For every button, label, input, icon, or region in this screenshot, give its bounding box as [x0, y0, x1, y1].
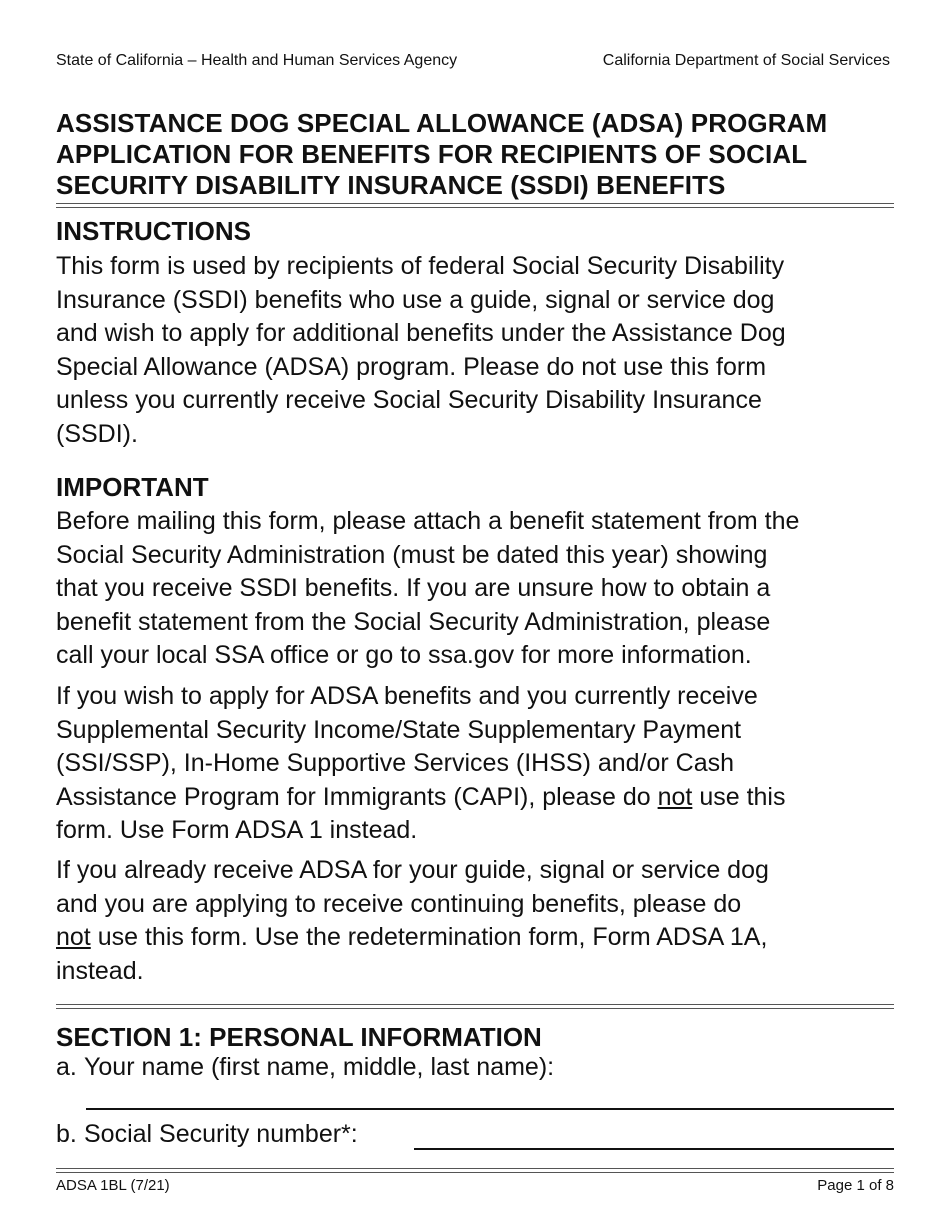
important-paragraph-2	[56, 680, 901, 848]
form-title	[56, 108, 906, 201]
text-line: call your local SSA office or go to ssa.gov for more information.	[56, 641, 752, 669]
title-divider	[56, 203, 894, 208]
text-line: instead.	[56, 956, 144, 985]
item-letter: a.	[56, 1053, 77, 1081]
text-segment: use this	[692, 782, 786, 811]
text-line: form. Use Form ADSA 1 instead.	[56, 816, 418, 844]
text-line: (SSI/SSP), In-Home Supportive Services (IHSS) and/or Cash	[56, 749, 735, 777]
text-line	[56, 921, 901, 955]
ssn-field-label	[56, 1120, 358, 1149]
item-letter: b.	[56, 1120, 77, 1148]
header-department: California Department of Social Services	[602, 52, 890, 69]
item-label: Social Security number*:	[84, 1120, 358, 1148]
section-divider	[56, 1004, 894, 1009]
text-segment: use this form. Use the redetermination form, Form ADSA 1A,	[90, 923, 768, 951]
text-line: Insurance (SSDI) benefits who use a guide, signal or service dog	[56, 285, 775, 314]
title-line: SECURITY DISABILITY INSURANCE (SSDI) BENEFITS	[56, 170, 726, 200]
text-line: unless you currently receive Social Security Disability Insurance	[56, 386, 762, 414]
text-line: If you already receive ADSA for your guide, signal or service dog	[56, 856, 769, 884]
text-line: Social Security Administration (must be dated this year) showing	[56, 540, 768, 569]
ssn-input-line[interactable]	[414, 1148, 894, 1150]
text-line: If you wish to apply for ADSA benefits and you currently receive	[56, 682, 758, 710]
page-number: Page 1 of 8	[817, 1177, 894, 1194]
item-label: Your name (first name, middle, last name):	[84, 1053, 555, 1081]
form-id: ADSA 1BL (7/21)	[56, 1177, 170, 1194]
text-segment: Assistance Program for Immigrants (CAPI), please do	[56, 782, 658, 811]
section1-heading: SECTION 1: PERSONAL INFORMATION	[56, 1022, 542, 1052]
name-field-label	[56, 1053, 554, 1082]
name-input-line[interactable]	[86, 1108, 894, 1110]
text-line: This form is used by recipients of federal Social Security Disability	[56, 252, 785, 280]
text-line: (SSDI).	[56, 419, 138, 448]
text-line: that you receive SSDI benefits. If you are unsure how to obtain a	[56, 574, 771, 602]
instructions-heading: INSTRUCTIONS	[56, 216, 251, 246]
title-line: ASSISTANCE DOG SPECIAL ALLOWANCE (ADSA) PROGRAM	[56, 108, 828, 138]
text-line: and wish to apply for additional benefits under the Assistance Dog	[56, 319, 786, 347]
text-line	[56, 781, 901, 815]
text-line: benefit statement from the Social Security Administration, please	[56, 607, 771, 636]
header-agency: State of California – Health and Human Services Agency	[56, 52, 458, 69]
instructions-text	[56, 250, 901, 451]
emphasis-not: not	[56, 923, 91, 951]
emphasis-not: not	[657, 782, 693, 811]
text-line: Special Allowance (ADSA) program. Please do not use this form	[56, 352, 767, 381]
text-line: and you are applying to receive continuing benefits, please do	[56, 889, 742, 918]
important-paragraph-1	[56, 505, 901, 673]
footer-divider	[56, 1168, 894, 1173]
title-line: APPLICATION FOR BENEFITS FOR RECIPIENTS OF SOCIAL	[56, 139, 808, 169]
text-line: Before mailing this form, please attach a benefit statement from the	[56, 507, 800, 535]
important-heading: IMPORTANT	[56, 472, 209, 502]
important-paragraph-3	[56, 854, 901, 988]
text-line: Supplemental Security Income/State Supplementary Payment	[56, 715, 742, 744]
